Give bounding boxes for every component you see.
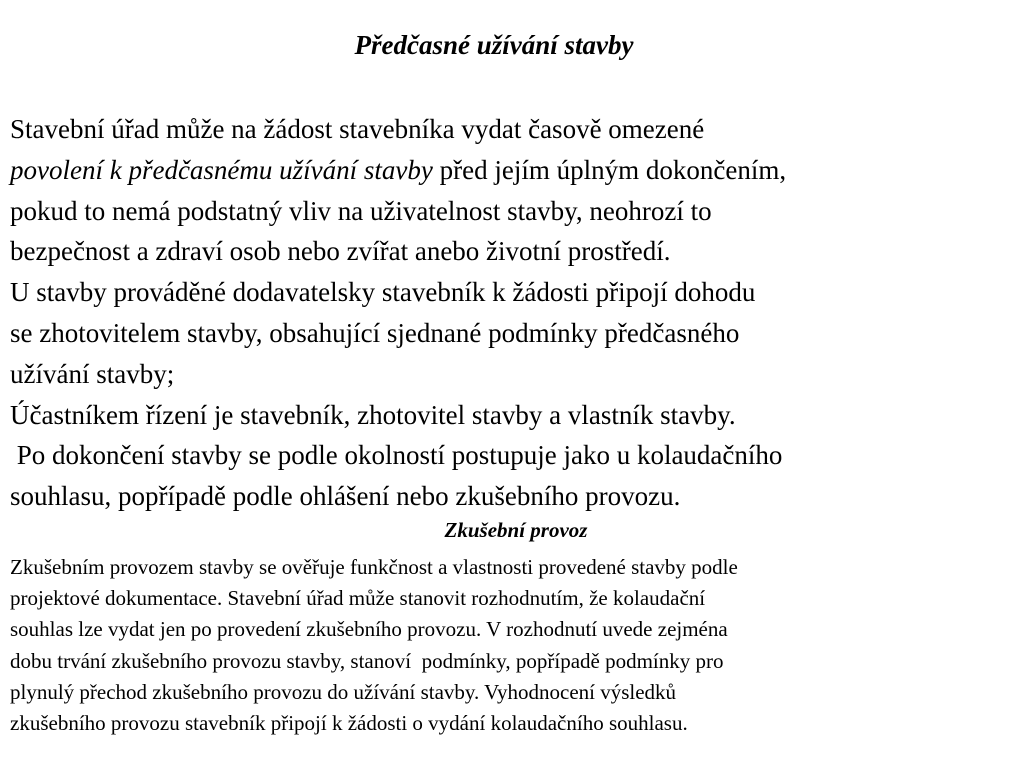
paragraph-line: Účastníkem řízení je stavebník, zhotovitel stavby a vlastník stavby. (10, 399, 736, 430)
paragraph-line: U stavby prováděné dodavatelsky stavebník k žádosti připojí dohodu (10, 277, 756, 308)
paragraph-line (10, 150, 1020, 191)
paragraph-line: projektové dokumentace. Stavební úřad může stanovit rozhodnutím, že kolaudační (10, 586, 706, 611)
paragraph-line-rest: před jejím úplným dokončením, (432, 154, 787, 185)
italic-term: povolení k předčasnému užívání stavby (10, 154, 433, 185)
paragraph-line: souhlas lze vydat jen po provedení zkušebního provozu. V rozhodnutí uvede zejména (10, 617, 728, 642)
paragraph-line: se zhotovitelem stavby, obsahující sjednané podmínky předčasného (10, 317, 740, 348)
section-title-trial-operation: Zkušební provoz (444, 518, 588, 542)
paragraph-line: dobu trvání zkušebního provozu stavby, stanoví podmínky, popřípadě podmínky pro (10, 648, 724, 673)
section-title-early-use: Předčasné užívání stavby (354, 30, 634, 60)
paragraph-line: plynulý přechod zkušebního provozu do užívání stavby. Vyhodnocení výsledků (10, 679, 677, 704)
paragraph-line: souhlasu, popřípadě podle ohlášení nebo zkušebního provozu. (10, 481, 681, 512)
paragraph-line: zkušebního provozu stavebník připojí k žádosti o vydání kolaudačního souhlasu. (10, 710, 688, 735)
paragraph-line: Zkušebním provozem stavby se ověřuje funkčnost a vlastnosti provedené stavby podle (10, 555, 738, 579)
paragraph-trial-operation (10, 552, 1020, 739)
paragraph-line: Po dokončení stavby se podle okolností postupuje jako u kolaudačního (10, 440, 783, 471)
paragraph-line: pokud to nemá podstatný vliv na uživatelnost stavby, neohrozí to (10, 195, 712, 226)
paragraph-line: bezpečnost a zdraví osob nebo zvířat anebo životní prostředí. (10, 236, 671, 267)
paragraph-line: Stavební úřad může na žádost stavebníka vydat časově omezené (10, 114, 705, 144)
paragraph-line: užívání stavby; (10, 358, 175, 389)
paragraph-early-use (10, 109, 1020, 517)
